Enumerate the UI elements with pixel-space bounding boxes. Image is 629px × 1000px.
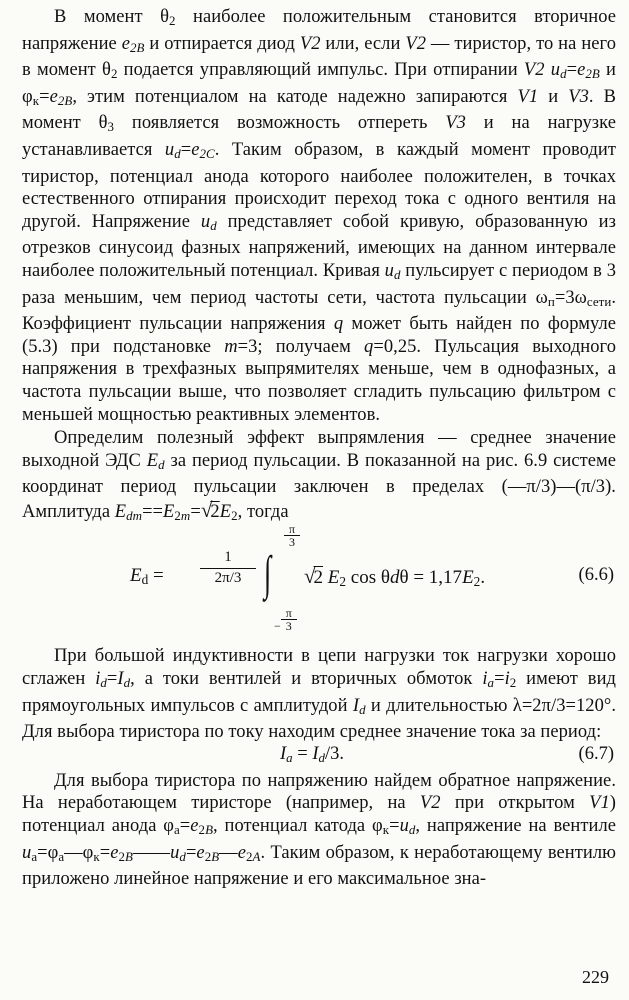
equation-number: (6.7) xyxy=(578,743,614,764)
formula-6-7 xyxy=(22,744,616,770)
equation-number: (6.6) xyxy=(578,565,614,586)
page-content xyxy=(22,6,616,891)
formula-fraction xyxy=(200,549,256,587)
formula-expression: $I_a = I_d/3$. xyxy=(280,743,344,765)
formula-rhs: √2 $E_2$ $\cos \theta d\theta = 1,17E_2$. xyxy=(304,564,486,590)
paragraph-1: В момент $\theta_2$ наиболее положительным становится вторичное напряжение $e_{2B}$ и отпирается диод V2 или, если V2 — тиристор, то на него в момент $\theta_2$ подается управляющий импульс. При отпирании V2 $u_d=e_{2B}$ и $\varphi_к=e_{2B}$, этим потенциалом на катоде надежно запираются V1 и V3. В момент $\theta_3$ появляется возможность отпереть V3 и на нагрузке устанавливается $u_d=e_{2C}$. Таким образом, в каждый момент проводит тиристор, потенциал анода которого наиболее положителен, в точках естественного отпирания происходит переход тока с одного вентиля на другой. Напряжение $u_d$ представляет собой кривую, образованную из отрезков синусоид фазных напряжений, имеющих на данном интервале наиболее положительный потенциал. Кривая $u_d$ пульсирует с периодом в 3 раза меньшим, чем период частоты сети, частота пульсации $\omega_п=3\omega_{сети}$. Коэффициент пульсации напряжения q может быть найден по формуле (5.3) при подстановке m=3; получаем q=0,25. Пульсация выходного напряжения в трехфазных выпрямителях меньше, чем в однофазных, а частота пульсации выше, что позволяет сгладить пульсацию фильтром с меньшей мощностью реактивных элементов. xyxy=(22,7,617,425)
formula-lhs: $E_d$ = xyxy=(130,565,164,588)
page-number: 229 xyxy=(582,967,609,987)
fraction-denominator: 2π/3 xyxy=(214,570,242,587)
fraction-numerator: 1 xyxy=(200,549,256,569)
integral-upper-limit: π 3 xyxy=(284,523,300,548)
integral-lower-limit: − $\frac{\pi}{3}$ xyxy=(274,607,297,632)
integral-sign: ∫ xyxy=(264,547,272,601)
formula-6-6 xyxy=(22,522,616,639)
paragraph-3: При большой индуктивности в цепи нагрузки ток нагрузки хорошо сглажен $i_d=I_d$, а токи вентилей и вторичных обмоток $i_a=i_2$ имеют вид прямоугольных импульсов с амплитудой $I_d$ и длительностью λ=2π/3=120°. Для выбора тиристора по току находим среднее значение тока за период: xyxy=(22,646,616,743)
paragraph-2: Определим полезный эффект выпрямления — среднее значение выходной ЭДС $E_d$ за период пульсации. В показанной на рис. 6.9 системе координат период пульсации заключен в пределах (—π/3)—(π/3). Амплитуда $E_{dm}==E_{2m}=√2E_2$, тогда xyxy=(22,428,616,523)
paragraph-4: Для выбора тиристора по напряжению найдем обратное напряжение. На неработающем тиристоре (например, на V2 при открытом V1) потенциал анода $\varphi_a=e_{2B}$, потенциал катода $\varphi_к=u_d$, напряжение на вентиле $u_a=\varphi_a—\varphi_к=e_{2B}——u_d=e_{2B}—e_{2A}$. Таким образом, к неработающему вентилю приложено линейное напряжение и его максимальное зна- xyxy=(22,770,617,890)
